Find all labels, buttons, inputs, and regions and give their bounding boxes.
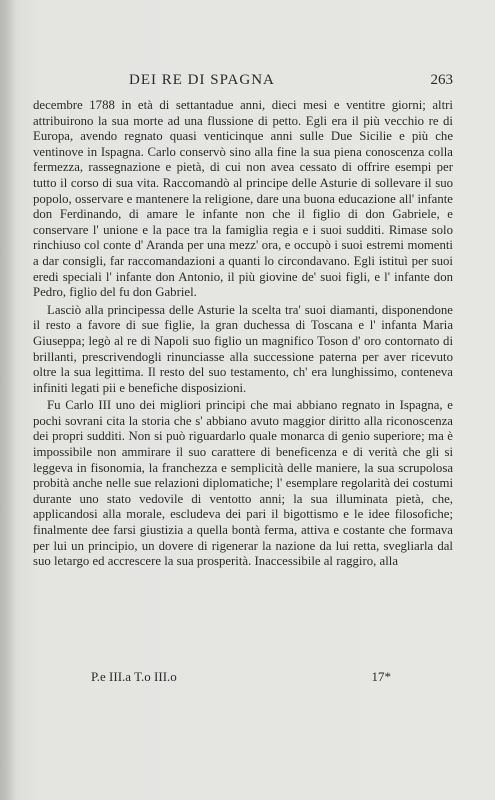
binding-shadow	[0, 0, 16, 800]
paragraph-2: Lasciò alla principessa delle Asturie la scelta tra' suoi diamanti, disponendone il resto a favore di sue figlie, la gran duchessa di Toscana e l' infanta Maria Giuseppa; legò al re di Napoli suo figlio un magnifico Toson d' oro contornato di brillanti, prescrivendogli rinunciasse alla successione paterna per aver ricevuto oltre la sua legittima. Il resto del suo testamento, ch' era lunghissimo, conteneva infiniti legati pii e benefiche disposizioni.	[33, 302, 453, 395]
paragraph-3: Fu Carlo III uno dei migliori principi che mai abbiano regnato in Ispagna, e pochi sovrani cita la storia che s' abbiano avuto maggior diritto alla riconoscenza dei propri sudditi. Non si può riguardarlo quale monarca di genio superiore; ma è impossibile non ammirare il suo carattere di beneficenza e di verità che gli si leggeva in fisonomia, la franchezza e semplicità delle maniere, la sua scrupolosa probità anche nelle sue relazioni diplomatiche; l' esemplare regolarità dei costumi durante uno stato vedovile di ventotto anni; la sua illuminata pietà, che, applicandosi alla morale, escludeva dei pari il bigottismo e le idee filosofiche; finalmente dee farsi giustizia a quella bontà ferma, attiva e costante che formava per lui un principio, un dovere di rigenerar la nazione da lui retta, svegliarla dal suo letargo ed accrescere la sua prosperità. Inaccessibile al raggiro, alla	[33, 398, 453, 569]
book-page	[33, 72, 453, 772]
page-number: 263	[430, 72, 453, 88]
body-text	[33, 98, 453, 570]
running-title: DEI RE DI SPAGNA	[129, 72, 275, 88]
signature-mark: P.e III.a T.o III.o	[91, 669, 177, 684]
gathering-mark: 17*	[371, 669, 391, 684]
page-footer	[91, 669, 391, 689]
paragraph-1: decembre 1788 in età di settantadue anni, dieci mesi e ventitre giorni; altri attribuirono la sua morte ad una flussione di petto. Egli era il più vecchio re di Europa, avendo regnato quasi venticinque anni sulle Due Sicilie e più che ventinove in Ispagna. Carlo conservò sino alla fine la sua piena conoscenza colla fermezza, rassegnazione e pietà, di cui non avea cessato di offrire esempi per tutto il corso di sua vita. Raccomandò al principe delle Asturie di sollevare il suo popolo, osservare e mantenere la religione, dare una buona educazione all' infante don Ferdinando, di amare le infante non che il figlio di don Gabriele, e conservare l' unione e la pace tra la famiglia regia e i suoi sudditi. Rimase solo rinchiuso col conte d' Aranda per una mezz' ora, e occupò i suoi estremi momenti a dar consigli, far raccomandazioni a quanti lo circondavano. Egli istituì per suoi eredi speciali l' infante don Antonio, il più giovine de' suoi figli, e l' infante don Pedro, figlio del fu don Gabriel.	[33, 98, 453, 300]
running-head	[33, 72, 453, 96]
